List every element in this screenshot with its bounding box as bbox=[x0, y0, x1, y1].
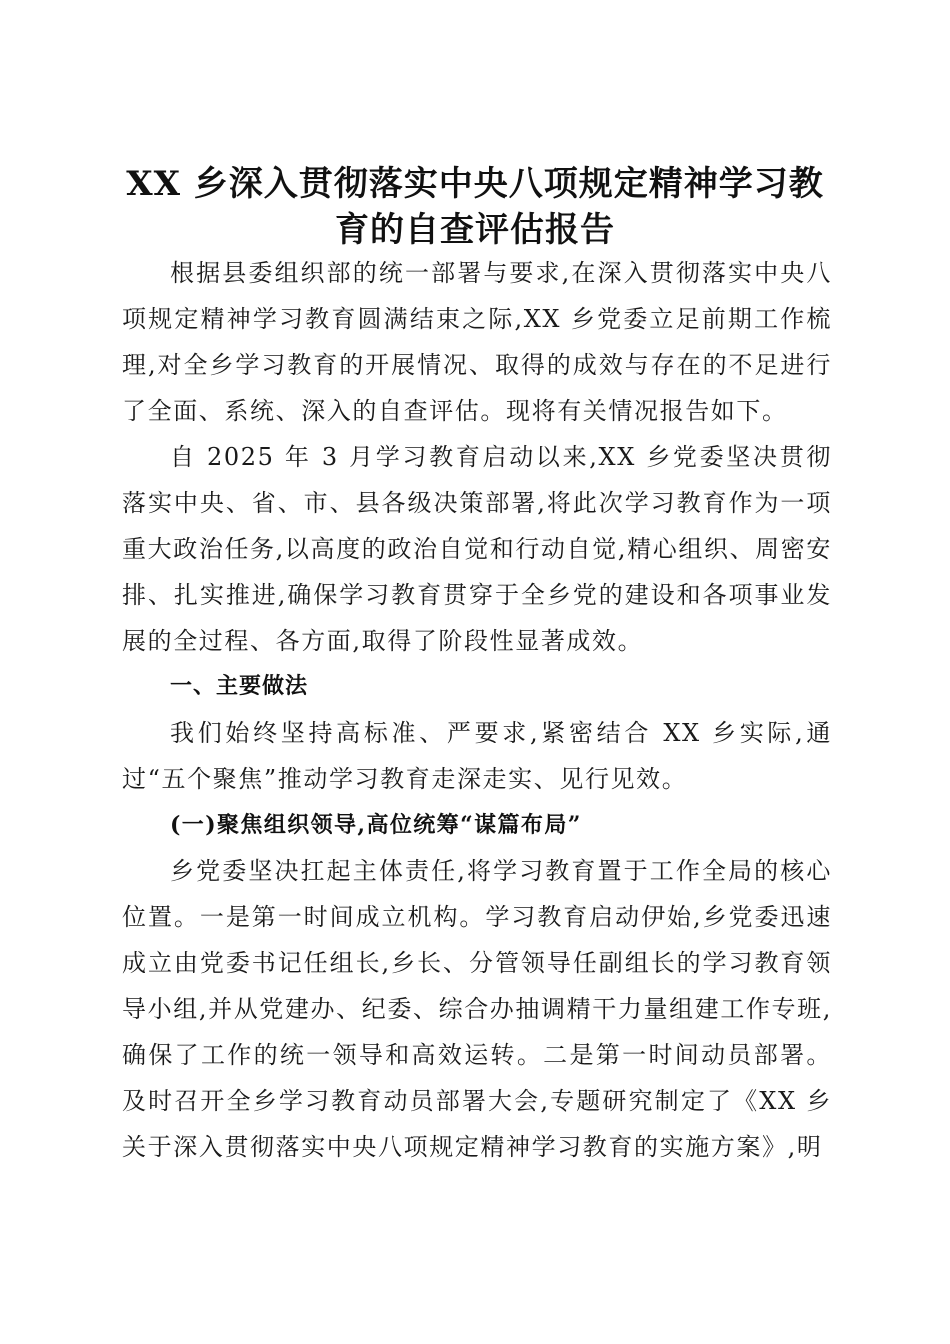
title-line-2: 育的自查评估报告 bbox=[335, 209, 615, 250]
paragraph-organization-details: 乡党委坚决扛起主体责任,将学习教育置于工作全局的核心位置。一是第一时间成立机构。学习教育启动伊始,乡党委迅速成立由党委书记任组长,乡长、分管领导任副组长的学习教育领导小组,并从党建办、纪委、综合办抽调精干力量组建工作专班,确保了工作的统一领导和高效运转。二是第一时间动员部署。及时召开全乡学习教育动员部署大会,专题研究制定了《XX 乡关于深入贯彻落实中央八项规定精神学习教育的实施方案》,明 bbox=[122, 857, 832, 1161]
document-body bbox=[122, 250, 832, 1170]
subsection-heading-organization: (一)聚焦组织领导,高位统筹“谋篇布局” bbox=[170, 812, 582, 838]
paragraph-intro: 根据县委组织部的统一部署与要求,在深入贯彻落实中央八项规定精神学习教育圆满结束之际,XX 乡党委立足前期工作梳理,对全乡学习教育的开展情况、取得的成效与存在的不足进行了全面、系统、深入的自查评估。现将有关情况报告如下。 bbox=[122, 259, 832, 425]
paragraph-five-focuses: 我们始终坚持高标准、严要求,紧密结合 XX 乡实际,通过“五个聚焦”推动学习教育走深走实、见行见效。 bbox=[122, 719, 832, 793]
document-title bbox=[100, 161, 850, 253]
section-heading-main-practices: 一、主要做法 bbox=[170, 674, 309, 699]
paragraph-overview: 自 2025 年 3 月学习教育启动以来,XX 乡党委坚决贯彻落实中央、省、市、县各级决策部署,将此次学习教育作为一项重大政治任务,以高度的政治自觉和行动自觉,精心组织、周密安排、扎实推进,确保学习教育贯穿于全乡党的建设和各项事业发展的全过程、各方面,取得了阶段性显著成效。 bbox=[122, 443, 832, 655]
title-line-1: XX 乡深入贯彻落实中央八项规定精神学习教 bbox=[126, 163, 824, 204]
